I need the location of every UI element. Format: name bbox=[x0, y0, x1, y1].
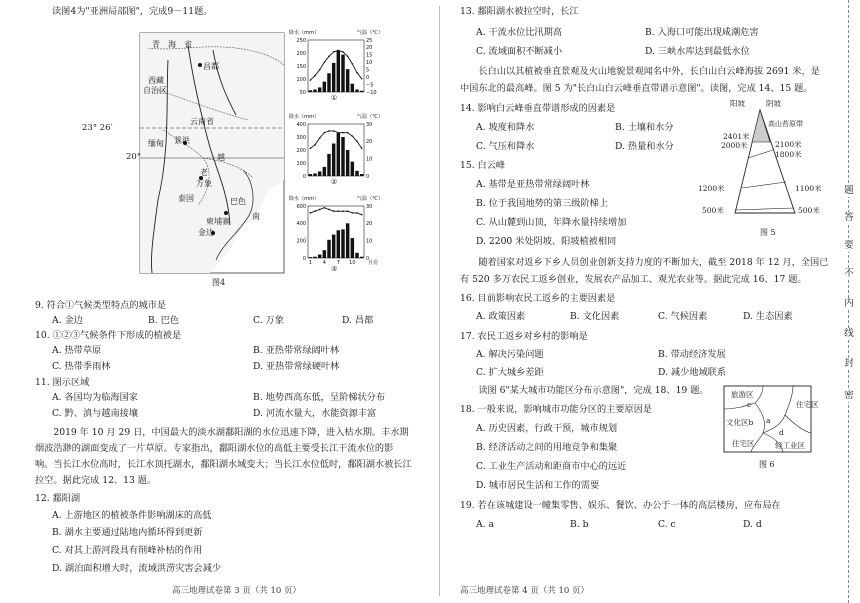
temp-point bbox=[361, 147, 363, 149]
temp-point bbox=[333, 130, 335, 132]
precip-bar bbox=[309, 257, 312, 258]
intro-q18: 读图 6"某大城市功能区分布示意图"，完成 18、19 题。 bbox=[460, 385, 709, 396]
temp-line bbox=[310, 208, 361, 215]
q14-opt-d: D. 热量和水分 bbox=[615, 141, 674, 152]
map-label-yunnan: 云南省 bbox=[190, 117, 214, 126]
q15-opt-d: D. 2200 米处阴坡、阳坡植被相同 bbox=[476, 236, 617, 247]
temp-point bbox=[352, 212, 354, 214]
q19-opt-a: A. a bbox=[476, 519, 494, 530]
precip-bar bbox=[341, 55, 344, 92]
q12-opt-a: A. 上游地区的植被条件影响湖床的高低 bbox=[52, 510, 212, 521]
precip-bar bbox=[341, 229, 344, 258]
precip-bar bbox=[355, 90, 358, 92]
intro-q9: 读图4为"亚洲局部图"，完成9－11题。 bbox=[52, 6, 213, 17]
q19-stem: 19. 若在该城建设一幢集零售、娱乐、餐饮、办公于一体的高层楼房，应布局在 bbox=[460, 500, 781, 511]
q9-opt-c: C. 万象 bbox=[253, 315, 284, 326]
precip-bar bbox=[309, 174, 312, 176]
map-label-taiguo: 泰国 bbox=[178, 194, 194, 203]
temp-point bbox=[314, 75, 316, 77]
temp-point bbox=[319, 137, 321, 139]
map-label-zizhiqu: 自治区 bbox=[143, 86, 167, 95]
precip-bar bbox=[337, 50, 340, 92]
q18-opt-a: A. 历史因素，行政干预，城市规划 bbox=[476, 423, 618, 434]
temp-point bbox=[310, 212, 312, 214]
precip-bar bbox=[332, 63, 335, 92]
temp-point bbox=[319, 209, 321, 211]
q12-opt-d: D. 湖泊面积增大时，流域洪涝灾害会减少 bbox=[52, 563, 222, 574]
q16-opt-b: B. 文化因素 bbox=[570, 311, 620, 322]
map-label-miandian: 缅甸 bbox=[148, 139, 164, 148]
fig5-r4: 500米 bbox=[798, 206, 820, 215]
chart-label: ② bbox=[330, 178, 338, 186]
q9-stem: 9. 符合①气候类型特点的城市是 bbox=[35, 300, 167, 311]
temp-point bbox=[328, 209, 330, 211]
chart-right-tick: 30 bbox=[366, 121, 373, 128]
temp-point bbox=[314, 144, 316, 146]
seal-char: 封 bbox=[838, 358, 860, 370]
temp-point bbox=[352, 63, 354, 65]
precip-bar bbox=[346, 69, 349, 92]
map-label-lat1: 23° 26′ bbox=[82, 123, 113, 133]
chart-left-tick: 400 bbox=[296, 221, 306, 228]
q11-opt-b: B. 地势西高东低，呈阶梯状分布 bbox=[253, 392, 386, 403]
chart-right-tick: 20 bbox=[366, 221, 373, 228]
q13-opt-a: A. 干流水位比汛期高 bbox=[476, 27, 562, 38]
passage1-line3: 响。当长江水位高时，长江水顶托湖水，鄱阳湖水域变大；当长江水位低时，鄱阳湖水被长江 bbox=[35, 459, 412, 470]
seal-char: 要 bbox=[838, 240, 860, 252]
precip-bar bbox=[323, 250, 326, 258]
temp-point bbox=[314, 210, 316, 212]
right-page bbox=[440, 0, 835, 603]
temp-point bbox=[333, 210, 335, 212]
temp-point bbox=[328, 130, 330, 132]
chart-right-tick: 0 bbox=[366, 255, 370, 262]
footer-page4: 高三地理试卷第 4 页（共 10 页） bbox=[460, 586, 590, 597]
precip-bar bbox=[318, 87, 321, 92]
precip-bar bbox=[323, 82, 326, 92]
q12-opt-c: C. 对其上游河段具有削峰补枯的作用 bbox=[52, 545, 203, 556]
map-label-yue: 越 bbox=[217, 153, 225, 162]
precip-bar bbox=[327, 240, 330, 258]
chart-ylabel-right: 气温（℃） bbox=[356, 114, 384, 120]
map-label-jinbian: 金边 bbox=[198, 228, 214, 237]
q12-opt-b: B. 湖水主要通过陆地内循环得到更新 bbox=[52, 527, 203, 538]
q14-opt-b: B. 土壤和水分 bbox=[615, 122, 674, 133]
chart-left-tick: 0 bbox=[302, 255, 306, 262]
temp-line bbox=[310, 131, 361, 148]
map-label-jingsan: 景洪 bbox=[174, 136, 190, 145]
fig6-wenhua: 文化区b bbox=[726, 418, 754, 427]
q18-opt-d: D. 城市居民生活和工作的需要 bbox=[476, 480, 600, 491]
chart-right-tick: 5 bbox=[366, 67, 370, 74]
chart-left-tick: 100 bbox=[296, 76, 306, 83]
precip-bar bbox=[360, 174, 363, 176]
temp-point bbox=[347, 210, 349, 212]
precip-bar bbox=[355, 171, 358, 176]
temp-point bbox=[356, 72, 358, 74]
chart-left-tick: 200 bbox=[296, 50, 306, 57]
chart-left-tick: 0 bbox=[302, 173, 306, 180]
map-label-lat2: 20° bbox=[126, 152, 142, 162]
precip-bar bbox=[309, 90, 312, 92]
precip-bar bbox=[341, 137, 344, 176]
precip-bar bbox=[318, 255, 321, 258]
precip-bar bbox=[337, 133, 340, 176]
temp-point bbox=[328, 56, 330, 58]
chart-x-unit: 月份 bbox=[367, 260, 379, 266]
q13-opt-b: B. 入海口可能出现咸潮危害 bbox=[645, 27, 759, 38]
q18-stem: 18. 一般来说，影响城市功能分区的主要原因是 bbox=[460, 404, 653, 415]
temp-point bbox=[342, 132, 344, 134]
chart-right-tick: 30 bbox=[366, 203, 373, 210]
fig5-r3: 1100米 bbox=[795, 184, 822, 193]
precip-bar bbox=[351, 238, 354, 258]
precip-bar bbox=[318, 171, 321, 176]
fig4-caption: 图4 bbox=[212, 278, 226, 287]
map-label-wanxiang: 万象 bbox=[196, 179, 212, 188]
climate-charts bbox=[286, 22, 386, 276]
temp-point bbox=[324, 61, 326, 63]
precip-bar bbox=[313, 90, 316, 92]
map-label-xizang: 西藏 bbox=[148, 76, 164, 85]
chart-right-tick: 15 bbox=[366, 52, 373, 59]
q15-stem: 15. 白云峰 bbox=[460, 160, 506, 171]
chart-left-tick: 50 bbox=[299, 89, 306, 96]
chart-x-tick: 7 bbox=[336, 260, 340, 266]
chart-ylabel-left: 降水（mm） bbox=[288, 196, 320, 202]
fig5-r2: 1800米 bbox=[775, 150, 802, 159]
temp-line bbox=[310, 50, 361, 80]
chart-right-tick: −10 bbox=[366, 89, 377, 96]
q11-opt-a: A. 各国均为临海国家 bbox=[52, 392, 138, 403]
q11-opt-c: C. 黔、滇与越南接壤 bbox=[52, 408, 139, 419]
precip-bar bbox=[323, 167, 326, 176]
precip-bar bbox=[332, 144, 335, 177]
passage1-line4: 拉空。据此完成 12、13 题。 bbox=[35, 475, 157, 486]
chart-left-tick: 200 bbox=[296, 238, 306, 245]
chart-ylabel-left: 降水（mm） bbox=[288, 30, 320, 36]
map-label-nan: 南 bbox=[252, 212, 260, 221]
q16-opt-a: A. 政策因素 bbox=[476, 311, 526, 322]
chart-right-tick: −5 bbox=[366, 82, 374, 89]
chart-left-tick: 250 bbox=[296, 37, 306, 44]
q14-stem: 14. 影响白云峰垂直带谱形成的因素是 bbox=[460, 103, 616, 114]
temp-point bbox=[324, 132, 326, 134]
seal-char: 线 bbox=[838, 328, 860, 340]
q11-stem: 11. 图示区域 bbox=[35, 377, 90, 388]
footer-page3: 高三地理试卷第 3 页（共 10 页） bbox=[172, 586, 302, 597]
temp-point bbox=[338, 50, 340, 52]
chart-right-tick: 10 bbox=[366, 238, 373, 245]
fig6-caption: 图 6 bbox=[759, 460, 775, 469]
chart-right-tick: 25 bbox=[366, 37, 373, 44]
map-label-bamo: 巴色 bbox=[230, 197, 246, 206]
fig5-yin: 阴坡 bbox=[766, 99, 781, 108]
q10-opt-b: B. 亚热带常绿阔叶林 bbox=[253, 345, 340, 356]
seal-char: 不 bbox=[838, 268, 860, 280]
chart-ylabel-left: 降水（mm） bbox=[288, 114, 320, 120]
map-label-lao: 老 bbox=[200, 168, 208, 177]
chart-label: ① bbox=[330, 94, 338, 102]
q19-opt-d: D. d bbox=[743, 519, 762, 530]
chart-left-tick: 100 bbox=[296, 160, 306, 167]
passage2-line2: 中国东北的最高峰。图 5 为"长白山白云峰垂直带谱示意图"。读图，完成 14、15 题。 bbox=[460, 83, 813, 94]
fig5-l4: 500米 bbox=[702, 206, 724, 215]
passage3-line2: 有 520 多万农民工返乡创业，发展农产品加工、观光农业等。据此完成 16、17 题。 bbox=[460, 274, 807, 285]
q13-opt-c: C. 流域面积不断减小 bbox=[476, 46, 563, 57]
temp-point bbox=[347, 56, 349, 58]
q17-stem: 17. 农民工返乡对乡村的影响是 bbox=[460, 331, 588, 342]
q17-opt-a: A. 解决污染问题 bbox=[476, 349, 544, 360]
fig6-lvyou: 旅游区 bbox=[731, 390, 754, 399]
passage2-line1: 长白山以其植被垂直景观及火山地貌景观闻名中外，长白山白云峰海拔 2691 米，是 bbox=[460, 66, 820, 77]
q15-opt-c: C. 从山麓到山顶，年降水量持续增加 bbox=[476, 217, 627, 228]
q13-stem: 13. 鄱阳湖水被拉空时，长江 bbox=[460, 6, 579, 17]
chart-left-tick: 600 bbox=[296, 203, 306, 210]
chart-ylabel-right: 气温（℃） bbox=[356, 196, 384, 202]
q10-stem: 10. ①②③气候条件下形成的植被是 bbox=[35, 330, 182, 341]
fig5-yang: 阳坡 bbox=[730, 99, 745, 108]
precip-bar bbox=[351, 84, 354, 92]
map-label-changdu: 昌都 bbox=[203, 62, 219, 71]
q15-opt-b: B. 位于我国地势的第三级阶梯上 bbox=[476, 198, 609, 209]
q10-opt-a: A. 热带草原 bbox=[52, 345, 102, 356]
q9-opt-a: A. 金边 bbox=[52, 315, 83, 326]
chart-right-tick: 0 bbox=[366, 173, 370, 180]
fig6-c: c bbox=[747, 400, 752, 409]
chart-left-tick: 150 bbox=[296, 63, 306, 70]
temp-point bbox=[347, 132, 349, 134]
q14-opt-a: A. 坡度和降水 bbox=[476, 122, 535, 133]
fig6-qinggong: 轻工业区 bbox=[775, 441, 805, 450]
q9-opt-d: D. 昌都 bbox=[342, 315, 374, 326]
temp-point bbox=[342, 210, 344, 212]
seal-char: 题 bbox=[838, 185, 860, 197]
temp-point bbox=[310, 79, 312, 81]
fig6-zhuzhai1: 住宅区 bbox=[796, 400, 819, 409]
temp-point bbox=[324, 207, 326, 209]
temp-point bbox=[319, 69, 321, 71]
precip-bar bbox=[355, 253, 358, 258]
q16-opt-d: D. 生态因素 bbox=[743, 311, 793, 322]
temp-point bbox=[338, 210, 340, 212]
chart-left-tick: 300 bbox=[296, 134, 306, 141]
chart-left-tick: 400 bbox=[296, 121, 306, 128]
precip-bar bbox=[351, 162, 354, 176]
q17-opt-b: B. 带动经济发展 bbox=[658, 349, 726, 360]
chart-frame bbox=[308, 40, 364, 92]
precip-bar bbox=[327, 154, 330, 176]
map-label-sea: 青 海 省 bbox=[152, 40, 192, 49]
chart-x-tick: 4 bbox=[322, 260, 326, 266]
seal-char: 密 bbox=[838, 390, 860, 402]
chart-label: ③ bbox=[330, 265, 338, 273]
fig5-l3: 1200米 bbox=[698, 184, 725, 193]
precip-bar bbox=[346, 150, 349, 176]
temp-point bbox=[333, 51, 335, 53]
chart-left-tick: 200 bbox=[296, 147, 306, 154]
passage3-line1: 随着国家对返乡下乡人员创业创新支持力度的不断加大，截至 2018 年 12 月，全国已 bbox=[460, 257, 829, 268]
q16-stem: 16. 目前影响农民工返乡的主要因素是 bbox=[460, 293, 616, 304]
chart-x-tick: 10 bbox=[349, 260, 356, 266]
q14-opt-c: C. 气压和降水 bbox=[476, 141, 535, 152]
chart-frame bbox=[308, 206, 364, 258]
seal-char: 答 bbox=[838, 212, 860, 224]
chart-right-tick: 20 bbox=[366, 139, 373, 146]
temp-point bbox=[356, 212, 358, 214]
q13-opt-d: D. 三峡水库达到最低水位 bbox=[645, 46, 750, 57]
q15-opt-a: A. 基带是亚热带常绿阔叶林 bbox=[476, 179, 590, 190]
map-label-jianpuzhai: 柬埔寨 bbox=[206, 217, 230, 226]
q9-opt-b: B. 巴色 bbox=[148, 315, 179, 326]
chart-right-tick: 10 bbox=[366, 60, 373, 67]
q17-opt-c: C. 扩大城乡差距 bbox=[476, 367, 544, 378]
q10-opt-c: C. 热带季雨林 bbox=[52, 361, 111, 372]
fig6-zhuzhai2: 住宅区 bbox=[732, 439, 755, 448]
q18-opt-b: B. 经济活动之间的用地竞争和集聚 bbox=[476, 442, 618, 453]
fig6-a: a bbox=[766, 416, 771, 425]
chart-right-tick: 10 bbox=[366, 156, 373, 163]
chart-right-tick: 20 bbox=[366, 45, 373, 52]
q11-opt-d: D. 河流水量大，水能资源丰富 bbox=[253, 408, 377, 419]
chart-x-tick: 1 bbox=[308, 260, 312, 266]
q17-opt-d: D. 减少地域联系 bbox=[658, 367, 727, 378]
precip-bar bbox=[327, 73, 330, 92]
temp-point bbox=[356, 141, 358, 143]
precip-bar bbox=[313, 173, 316, 176]
q12-stem: 12. 鄱阳湖 bbox=[35, 493, 81, 504]
precip-bar bbox=[332, 235, 335, 258]
precip-bar bbox=[346, 223, 349, 258]
q10-opt-d: D. 亚热带常绿硬叶林 bbox=[253, 361, 340, 372]
precip-bar bbox=[360, 257, 363, 258]
q19-opt-b: B. b bbox=[570, 519, 589, 530]
passage1-line2: 烟波浩渺的湖面变成了一片草原。专家指出，鄱阳湖水位的高低主要受长江干流水位的影 bbox=[35, 443, 394, 454]
temp-point bbox=[338, 132, 340, 134]
fig5-caption: 图 5 bbox=[760, 228, 776, 237]
chart-ylabel-right: 气温（℃） bbox=[356, 30, 384, 36]
fig5-r1: 2100米 bbox=[775, 140, 802, 149]
fig6-d: d bbox=[779, 428, 784, 437]
q16-opt-c: C. 气候因素 bbox=[658, 311, 708, 322]
fig5-l2: 2000米 bbox=[721, 141, 748, 150]
temp-point bbox=[310, 147, 312, 149]
q18-opt-c: C. 工业生产活动和距商市中心的远近 bbox=[476, 461, 627, 472]
temp-point bbox=[342, 51, 344, 53]
passage1-line1: 2019 年 10 月 29 日，中国最大的淡水湖鄱阳湖的水位迅速下降，进入枯水期。丰水期 bbox=[35, 427, 409, 438]
precip-bar bbox=[360, 91, 363, 92]
q19-opt-c: C. c bbox=[658, 519, 676, 530]
temp-point bbox=[361, 78, 363, 80]
precip-bar bbox=[313, 257, 316, 258]
fig5-l1: 2401米 bbox=[723, 132, 750, 141]
temp-point bbox=[352, 135, 354, 137]
seal-char: 内 bbox=[838, 298, 860, 310]
chart-right-tick: 0 bbox=[366, 74, 370, 81]
precip-bar bbox=[337, 230, 340, 258]
temp-point bbox=[361, 214, 363, 216]
fig5-belt: 高山苔原带 bbox=[768, 120, 803, 128]
seal-line bbox=[838, 0, 860, 603]
